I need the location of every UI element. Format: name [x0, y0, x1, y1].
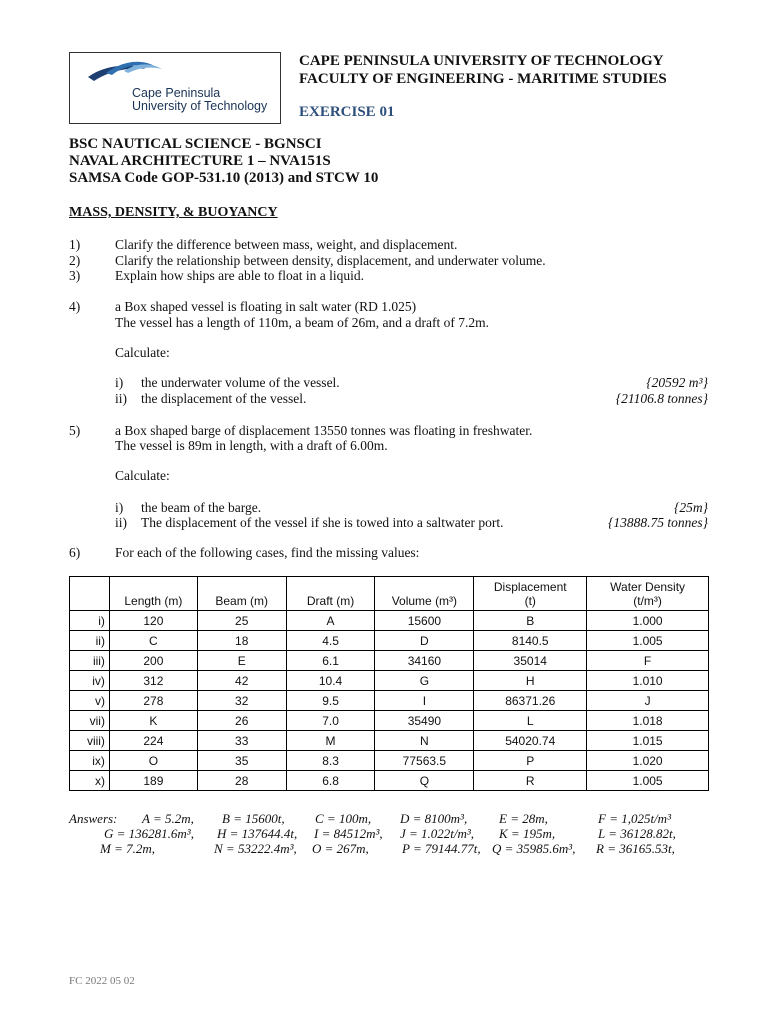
table-row: [70, 711, 709, 731]
answer-item: G = 136281.6m³,: [104, 826, 194, 841]
table-cell: D: [375, 631, 474, 651]
table-cell: E: [197, 651, 286, 671]
table-cell: 42: [197, 671, 286, 691]
table-row-label: ix): [70, 751, 110, 771]
question-6: [0, 545, 768, 561]
table-cell: 9.5: [286, 691, 375, 711]
sub-number: ii): [115, 515, 127, 530]
table-cell: 6.1: [286, 651, 375, 671]
answer-item: H = 137644.4t,: [217, 826, 298, 841]
table-cell: 35: [197, 751, 286, 771]
table-header-cell: Beam (m): [197, 577, 286, 611]
sub-text: The displacement of the vessel if she is towed into a saltwater port.: [141, 515, 504, 530]
sub-number: i): [115, 500, 124, 515]
table-row: [70, 671, 709, 691]
answer-item: C = 100m,: [315, 811, 372, 826]
answer-item: M = 7.2m,: [100, 841, 155, 856]
table-cell: F: [587, 651, 709, 671]
table-cell: N: [375, 731, 474, 751]
sub-text: the displacement of the vessel.: [141, 391, 307, 406]
table-row-label: i): [70, 611, 110, 631]
table-cell: 278: [109, 691, 197, 711]
table-cell: 8.3: [286, 751, 375, 771]
sub-answer: {20592 m³}: [646, 375, 708, 390]
table-header-cell: Displacement (t): [474, 577, 587, 611]
table-cell: 28: [197, 771, 286, 791]
table-cell: P: [474, 751, 587, 771]
cases-table: [69, 576, 709, 791]
table-row-label: ii): [70, 631, 110, 651]
sub-text: the beam of the barge.: [141, 500, 262, 515]
table-row: [70, 631, 709, 651]
logo-line1: Cape Peninsula: [132, 86, 221, 100]
question-text: For each of the following cases, find the missing values:: [115, 545, 420, 560]
table-cell: 1.000: [587, 611, 709, 631]
table-cell: I: [375, 691, 474, 711]
question-line2: The vessel is 89m in length, with a draft of 6.00m.: [115, 438, 388, 453]
table-cell: 54020.74: [474, 731, 587, 751]
table-row-label: vii): [70, 711, 110, 731]
table-cell: 15600: [375, 611, 474, 631]
question-5: [0, 423, 768, 533]
table-cell: G: [375, 671, 474, 691]
question-2: [0, 253, 768, 269]
table-cell: 7.0: [286, 711, 375, 731]
table-cell: 224: [109, 731, 197, 751]
table-cell: 35014: [474, 651, 587, 671]
table-row: [70, 751, 709, 771]
answer-item: D = 8100m³,: [400, 811, 468, 826]
table-cell: 1.005: [587, 631, 709, 651]
table-cell: A: [286, 611, 375, 631]
table-cell: 312: [109, 671, 197, 691]
table-cell: 120: [109, 611, 197, 631]
table-header-cell: Draft (m): [286, 577, 375, 611]
question-3: [0, 268, 768, 284]
question-number: 2): [69, 253, 81, 268]
table-row-label: viii): [70, 731, 110, 751]
course-line1: BSC NAUTICAL SCIENCE - BGNSCI: [69, 136, 322, 152]
header-university: CAPE PENINSULA UNIVERSITY OF TECHNOLOGY: [299, 53, 664, 69]
table-row: [70, 691, 709, 711]
question-number: 4): [69, 299, 81, 314]
table-cell: 189: [109, 771, 197, 791]
table-cell: 4.5: [286, 631, 375, 651]
table-cell: 1.010: [587, 671, 709, 691]
table-cell: M: [286, 731, 375, 751]
answer-item: L = 36128.82t,: [598, 826, 676, 841]
table-header-cell: Length (m): [109, 577, 197, 611]
table-cell: 1.018: [587, 711, 709, 731]
question-number: 6): [69, 545, 81, 560]
table-cell: 35490: [375, 711, 474, 731]
answer-item: Q = 35985.6m³,: [492, 841, 576, 856]
question-text: Explain how ships are able to float in a liquid.: [115, 268, 364, 283]
sub-answer: {25m}: [673, 500, 708, 515]
table-row-label: v): [70, 691, 110, 711]
table-cell: 25: [197, 611, 286, 631]
answer-item: N = 53222.4m³,: [214, 841, 297, 856]
calculate-label: Calculate:: [115, 345, 170, 360]
answer-item: E = 28m,: [499, 811, 548, 826]
table-cell: H: [474, 671, 587, 691]
sub-text: the underwater volume of the vessel.: [141, 375, 340, 390]
table-cell: 1.015: [587, 731, 709, 751]
table-row-label: x): [70, 771, 110, 791]
course-line2: NAVAL ARCHITECTURE 1 – NVA151S: [69, 153, 331, 169]
table-cell: 33: [197, 731, 286, 751]
question-line1: a Box shaped vessel is floating in salt water (RD 1.025): [115, 299, 417, 314]
answers-row-2: [0, 826, 768, 842]
table-cell: 1.020: [587, 751, 709, 771]
table-cell: C: [109, 631, 197, 651]
question-1: [0, 237, 768, 253]
question-line1: a Box shaped barge of displacement 13550 tonnes was floating in freshwater.: [115, 423, 533, 438]
answers-row-3: [0, 841, 768, 857]
table-cell: 1.005: [587, 771, 709, 791]
calculate-label: Calculate:: [115, 468, 170, 483]
table-cell: 86371.26: [474, 691, 587, 711]
table-row: [70, 731, 709, 751]
answers-label: Answers:: [69, 811, 118, 826]
answer-item: F = 1,025t/m³: [598, 811, 671, 826]
course-info: [69, 136, 378, 187]
table-cell: K: [109, 711, 197, 731]
table-header-row: [70, 577, 709, 611]
answer-item: P = 79144.77t,: [402, 841, 481, 856]
sub-number: ii): [115, 391, 127, 406]
table-row: [70, 611, 709, 631]
table-cell: Q: [375, 771, 474, 791]
question-4: [0, 299, 768, 409]
table-cell: 26: [197, 711, 286, 731]
course-line3: SAMSA Code GOP-531.10 (2013) and STCW 10: [69, 170, 379, 186]
table-cell: O: [109, 751, 197, 771]
answer-item: K = 195m,: [499, 826, 556, 841]
table-cell: 18: [197, 631, 286, 651]
answer-item: J = 1.022t/m³,: [400, 826, 475, 841]
table-cell: 32: [197, 691, 286, 711]
table-cell: 10.4: [286, 671, 375, 691]
answer-item: I = 84512m³,: [314, 826, 383, 841]
answers-row-1: [0, 811, 768, 827]
table-header-cell: Volume (m³): [375, 577, 474, 611]
table-cell: R: [474, 771, 587, 791]
table-cell: 34160: [375, 651, 474, 671]
table-header-cell: [70, 577, 110, 611]
exercise-title: EXERCISE 01: [299, 104, 395, 120]
footer-code: FC 2022 05 02: [69, 975, 135, 987]
answer-item: B = 15600t,: [222, 811, 285, 826]
table-cell: B: [474, 611, 587, 631]
sub-number: i): [115, 375, 124, 390]
sub-answer: {21106.8 tonnes}: [615, 391, 708, 406]
question-number: 1): [69, 237, 81, 252]
question-number: 5): [69, 423, 81, 438]
section-title: MASS, DENSITY, & BUOYANCY: [69, 205, 278, 220]
header-faculty: FACULTY OF ENGINEERING - MARITIME STUDIES: [299, 71, 667, 87]
answer-item: A = 5.2m,: [142, 811, 194, 826]
answer-item: O = 267m,: [312, 841, 369, 856]
table-cell: 77563.5: [375, 751, 474, 771]
table-cell: 200: [109, 651, 197, 671]
table-cell: J: [587, 691, 709, 711]
table-row: [70, 651, 709, 671]
question-text: Clarify the difference between mass, weight, and displacement.: [115, 237, 458, 252]
university-logo: [69, 52, 281, 124]
table-cell: 6.8: [286, 771, 375, 791]
question-line2: The vessel has a length of 110m, a beam of 26m, and a draft of 7.2m.: [115, 315, 490, 330]
question-text: Clarify the relationship between density, displacement, and underwater volume.: [115, 253, 546, 268]
answer-item: R = 36165.53t,: [596, 841, 675, 856]
question-number: 3): [69, 268, 81, 283]
table-row-label: iv): [70, 671, 110, 691]
table-cell: 8140.5: [474, 631, 587, 651]
table-cell: L: [474, 711, 587, 731]
table-header-cell: Water Density (t/m³): [587, 577, 709, 611]
sub-answer: {13888.75 tonnes}: [607, 515, 708, 530]
table-row: [70, 771, 709, 791]
logo-line2: University of Technology: [132, 99, 268, 113]
table-row-label: iii): [70, 651, 110, 671]
